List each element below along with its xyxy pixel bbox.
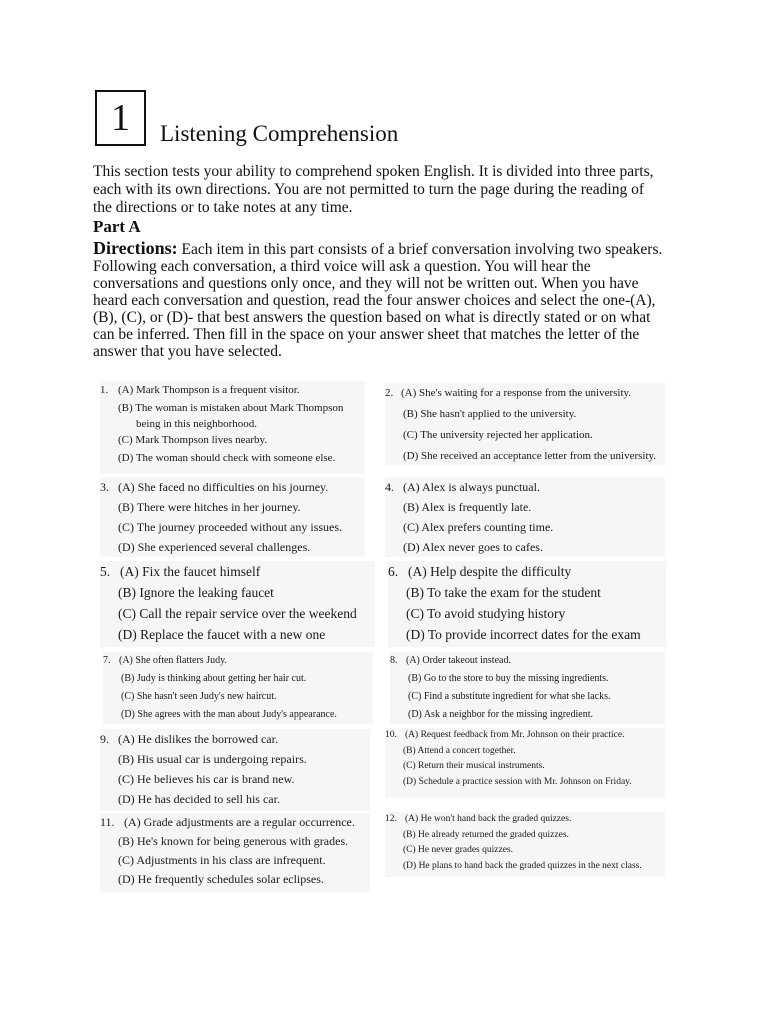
option-a: (A) Fix the faucet himself <box>120 564 261 579</box>
option-b: (B) Judy is thinking about getting her hair cut. <box>121 673 307 684</box>
option-b: (B) To take the exam for the student <box>406 585 601 600</box>
option-b-continued: being in this neighborhood. <box>136 418 257 430</box>
option-b: (B) Attend a concert together. <box>403 745 516 756</box>
question-1 <box>100 381 365 474</box>
option-c: (C) Call the repair service over the weekend <box>118 606 357 621</box>
option-d: (D) She received an acceptance letter from the university. <box>403 450 657 462</box>
option-d: (D) She experienced several challenges. <box>118 540 311 554</box>
part-heading: Part A <box>93 217 141 236</box>
option-d: (D) The woman should check with someone else. <box>118 452 336 464</box>
option-a: (A) She faced no difficulties on his journey. <box>118 480 329 494</box>
option-b: (B) She hasn't applied to the university. <box>403 408 577 420</box>
question-number: 3. <box>100 480 109 494</box>
question-number: 6. <box>388 564 399 579</box>
option-a: (A) Help despite the difficulty <box>408 564 572 579</box>
option-d: (D) He frequently schedules solar eclipses. <box>118 872 324 886</box>
question-stem <box>390 652 665 670</box>
question-stem <box>385 728 665 744</box>
question-7 <box>103 652 373 724</box>
chapter-number: 1 <box>111 97 130 139</box>
option-d: (D) To provide incorrect dates for the exam <box>406 627 641 642</box>
question-8 <box>390 652 665 724</box>
option-b: (B) Ignore the leaking faucet <box>118 585 274 600</box>
option-d: (D) Schedule a practice session with Mr. Johnson on Friday. <box>403 776 632 787</box>
option-c: (C) He believes his car is brand new. <box>118 772 295 786</box>
question-number: 10. <box>385 730 397 740</box>
question-number: 2. <box>385 387 394 399</box>
directions-paragraph <box>93 240 663 360</box>
question-3 <box>100 477 365 557</box>
chapter-number-box <box>95 90 146 146</box>
option-a: (A) She often flatters Judy. <box>119 655 227 666</box>
option-a: (A) Order takeout instead. <box>406 655 511 666</box>
question-stem <box>100 477 365 497</box>
question-stem <box>103 652 373 670</box>
question-stem <box>385 477 665 497</box>
option-d: (D) He has decided to sell his car. <box>118 792 280 806</box>
chapter-title: Listening Comprehension <box>160 121 399 146</box>
option-a: (A) Mark Thompson is a frequent visitor. <box>118 384 300 396</box>
option-c: (C) Find a substitute ingredient for what she lacks. <box>408 691 611 702</box>
option-c: (C) Return their musical instruments. <box>403 761 545 771</box>
option-a: (A) Request feedback from Mr. Johnson on their practice. <box>405 730 625 740</box>
section-intro: This section tests your ability to comprehend spoken English. It is divided into three parts, each with its own directions. You are not permitted to turn the page during the reading of the directions or to take notes at any time. <box>93 163 654 216</box>
question-stem <box>100 381 365 399</box>
option-d: (D) Alex never goes to cafes. <box>403 540 543 554</box>
option-a: (A) He dislikes the borrowed car. <box>118 732 278 746</box>
option-c: (C) Mark Thompson lives nearby. <box>118 434 268 446</box>
question-2 <box>385 383 665 465</box>
question-10 <box>385 728 665 798</box>
option-b: (B) Go to the store to buy the missing ingredients. <box>408 673 609 684</box>
option-c: (C) She hasn't seen Judy's new haircut. <box>121 691 277 702</box>
question-stem <box>385 383 665 404</box>
question-number: 4. <box>385 480 394 494</box>
option-a: (A) She's waiting for a response from the university. <box>401 387 632 399</box>
option-c: (C) The journey proceeded without any issues. <box>118 520 343 534</box>
question-number: 9. <box>100 732 109 746</box>
option-c: (C) The university rejected her application. <box>403 429 593 441</box>
option-c: (C) To avoid studying history <box>406 606 566 621</box>
question-12 <box>385 812 665 877</box>
question-number: 12. <box>385 814 397 824</box>
question-stem <box>100 561 375 582</box>
question-number: 8. <box>390 655 398 666</box>
question-11 <box>100 813 370 893</box>
question-stem <box>100 813 370 832</box>
question-number: 5. <box>100 564 111 579</box>
question-5 <box>100 561 375 647</box>
question-stem <box>100 729 370 749</box>
option-d: (D) Replace the faucet with a new one <box>118 627 326 642</box>
option-d: (D) Ask a neighbor for the missing ingredient. <box>408 709 593 720</box>
option-b: (B) The woman is mistaken about Mark Thompson <box>118 402 344 414</box>
option-b: (B) He already returned the graded quizzes. <box>403 829 569 840</box>
question-6 <box>388 561 666 647</box>
option-b: (B) There were hitches in her journey. <box>118 500 301 514</box>
option-d: (D) She agrees with the man about Judy's appearance. <box>121 709 337 720</box>
question-number: 11. <box>100 815 115 829</box>
option-a: (A) Alex is always punctual. <box>403 480 540 494</box>
question-stem <box>388 561 666 582</box>
directions-text: Each item in this part consists of a brief conversation involving two speakers. Following each conversation, a third voice will ask a question. You will hear the conversations and questions only once, and they will not be written out. When you have heard each conversation and question, read the four answer choices and select the one-(A), (B), (C), or (D)- that best answers the question based on what is directly stated or on what can be inferred. Then fill in the space on your answer sheet that matches the letter of the answer that you have selected. <box>93 241 663 360</box>
option-b: (B) His usual car is undergoing repairs. <box>118 752 307 766</box>
option-c: (C) Alex prefers counting time. <box>403 520 554 534</box>
option-a: (A) He won't hand back the graded quizzes. <box>405 814 572 824</box>
option-b: (B) Alex is frequently late. <box>403 500 532 514</box>
directions-label: Directions: <box>93 238 178 258</box>
question-number: 7. <box>103 655 111 666</box>
question-4 <box>385 477 665 557</box>
question-9 <box>100 729 370 811</box>
option-a: (A) Grade adjustments are a regular occurrence. <box>124 815 355 829</box>
option-c: (C) Adjustments in his class are infrequent. <box>118 853 326 867</box>
question-number: 1. <box>100 384 109 396</box>
question-stem <box>385 812 665 828</box>
option-d: (D) He plans to hand back the graded quizzes in the next class. <box>403 860 642 871</box>
option-c: (C) He never grades quizzes. <box>403 845 513 855</box>
option-b: (B) He's known for being generous with grades. <box>118 834 349 848</box>
